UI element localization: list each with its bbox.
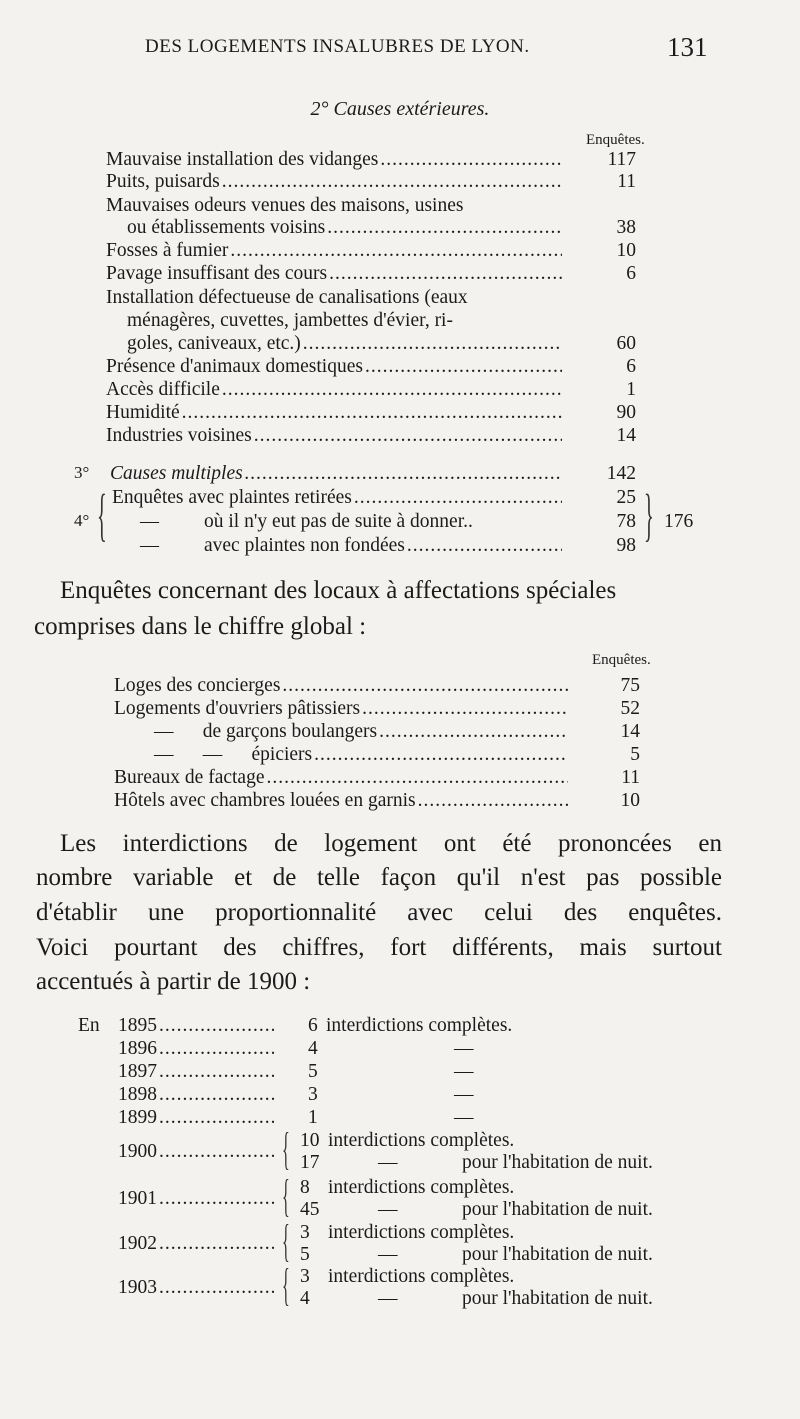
table-row bbox=[114, 767, 568, 790]
row-label: Installation défectueuse de canalisations (eaux bbox=[106, 287, 468, 308]
year-text: interdictions complètes. bbox=[328, 1177, 515, 1198]
ditto-dash: — bbox=[140, 535, 159, 556]
table-row bbox=[106, 149, 562, 172]
section3-number: 3° bbox=[74, 463, 90, 482]
row-label: Accès difficile bbox=[106, 379, 220, 400]
special-heading: Enquêtes concernant des locaux à affectations spéciales bbox=[60, 577, 617, 604]
year-row bbox=[118, 1038, 274, 1061]
row-value: 6 bbox=[626, 356, 636, 377]
row-label: — — épiciers bbox=[154, 744, 313, 765]
year-count: 4 bbox=[308, 1038, 318, 1059]
year-label: 1903 bbox=[118, 1277, 157, 1298]
year-label: 1901 bbox=[118, 1188, 157, 1209]
ditto-dash: — bbox=[140, 511, 159, 532]
row-label: ménagères, cuvettes, jambettes d'évier, ri- bbox=[127, 310, 453, 331]
year-label: 1895 bbox=[118, 1015, 157, 1036]
row-value: 10 bbox=[620, 790, 640, 811]
row-label: Industries voisines bbox=[106, 425, 252, 446]
table-row bbox=[114, 698, 568, 721]
year-row bbox=[118, 1061, 274, 1084]
row-value: 52 bbox=[620, 698, 640, 719]
paragraph-line: Les interdictions de logement ont été prononcées en bbox=[60, 830, 722, 857]
row-label: — de garçons boulangers bbox=[154, 721, 378, 742]
ditto-dash: — bbox=[378, 1199, 398, 1220]
year-text: pour l'habitation de nuit. bbox=[462, 1152, 653, 1173]
year-count: 45 bbox=[300, 1199, 320, 1220]
year-count: 3 bbox=[308, 1084, 318, 1105]
row-label: ou établissements voisins bbox=[127, 217, 326, 238]
table-row bbox=[127, 333, 562, 356]
row-label: Puits, puisards bbox=[106, 171, 220, 192]
paragraph-line: Voici pourtant des chiffres, fort différents, mais surtout bbox=[36, 934, 722, 961]
row-label: Logements d'ouvriers pâtissiers bbox=[114, 698, 361, 719]
year-text: — bbox=[454, 1061, 474, 1082]
year-label: 1902 bbox=[118, 1233, 157, 1254]
paragraph-line: d'établir une proportionnalité avec celui des enquêtes. bbox=[36, 899, 722, 926]
row-value: 142 bbox=[606, 463, 636, 484]
row-label: Loges des concierges bbox=[114, 675, 281, 696]
row-label: Bureaux de factage bbox=[114, 767, 265, 788]
year-text: — bbox=[454, 1038, 474, 1059]
section4-number: 4° bbox=[74, 511, 90, 530]
row-label: Enquêtes avec plaintes retirées bbox=[112, 487, 352, 508]
year-count: 3 bbox=[300, 1222, 310, 1243]
row-label: où il n'y eut pas de suite à donner.. bbox=[204, 511, 473, 532]
table-row bbox=[114, 675, 568, 698]
special-heading: comprises dans le chiffre global : bbox=[34, 613, 367, 640]
row-value: 11 bbox=[617, 171, 636, 192]
year-count: 10 bbox=[300, 1130, 320, 1151]
table-row bbox=[106, 240, 562, 263]
left-brace: { bbox=[97, 482, 107, 547]
year-text: pour l'habitation de nuit. bbox=[462, 1199, 653, 1220]
row-label: Humidité bbox=[106, 402, 180, 423]
row-value: 14 bbox=[620, 721, 640, 742]
year-label: 1898 bbox=[118, 1084, 157, 1105]
row-value: 1 bbox=[626, 379, 636, 400]
row-label: avec plaintes non fondées bbox=[204, 535, 405, 556]
column-header: Enquêtes. bbox=[586, 132, 645, 148]
year-text: interdictions complètes. bbox=[328, 1266, 515, 1287]
year-brace: { bbox=[282, 1170, 290, 1221]
row-value: 10 bbox=[616, 240, 636, 261]
paragraph-line: nombre variable et de telle façon qu'il n'est pas possible bbox=[36, 864, 722, 891]
year-count: 1 bbox=[308, 1107, 318, 1128]
table-row bbox=[106, 287, 562, 310]
row-value: 90 bbox=[616, 402, 636, 423]
year-count: 17 bbox=[300, 1152, 320, 1173]
year-brace: { bbox=[282, 1123, 290, 1174]
year-count: 4 bbox=[300, 1288, 310, 1309]
year-label: 1899 bbox=[118, 1107, 157, 1128]
year-brace: { bbox=[282, 1259, 290, 1310]
table-row bbox=[154, 721, 568, 744]
row-label: Fosses à fumier bbox=[106, 240, 229, 261]
table-row bbox=[106, 379, 562, 402]
year-row bbox=[118, 1141, 274, 1164]
row-value: 117 bbox=[607, 149, 636, 170]
row-label: Présence d'animaux domestiques bbox=[106, 356, 363, 377]
section4-row bbox=[204, 511, 562, 534]
row-label: Hôtels avec chambres louées en garnis bbox=[114, 790, 416, 811]
year-count: 5 bbox=[300, 1244, 310, 1265]
row-value: 98 bbox=[616, 535, 636, 556]
year-row bbox=[118, 1107, 274, 1130]
table-row bbox=[106, 171, 562, 194]
row-value: 14 bbox=[616, 425, 636, 446]
table-row bbox=[154, 744, 568, 767]
year-label: 1896 bbox=[118, 1038, 157, 1059]
ditto-dash: — bbox=[378, 1152, 398, 1173]
row-value: 5 bbox=[630, 744, 640, 765]
year-text: pour l'habitation de nuit. bbox=[462, 1244, 653, 1265]
paragraph-line: accentués à partir de 1900 : bbox=[36, 968, 311, 995]
section4-row bbox=[204, 535, 562, 558]
table-row bbox=[106, 402, 562, 425]
year-label: 1900 bbox=[118, 1141, 157, 1162]
year-text: pour l'habitation de nuit. bbox=[462, 1288, 653, 1309]
table-row bbox=[106, 425, 562, 448]
row-value: 11 bbox=[621, 767, 640, 788]
page-number: 131 bbox=[667, 32, 708, 62]
year-brace: { bbox=[282, 1215, 290, 1266]
year-row bbox=[118, 1188, 274, 1211]
year-row bbox=[118, 1277, 274, 1300]
section-title: 2° Causes extérieures. bbox=[310, 98, 490, 120]
year-count: 6 bbox=[308, 1015, 318, 1036]
table-row bbox=[106, 263, 562, 286]
year-row bbox=[118, 1233, 274, 1256]
year-text: interdictions complètes. bbox=[328, 1130, 515, 1151]
table-row bbox=[127, 217, 562, 240]
section4-total: 176 bbox=[664, 511, 694, 532]
year-text: — bbox=[454, 1084, 474, 1105]
year-label: 1897 bbox=[118, 1061, 157, 1082]
row-label: Mauvaise installation des vidanges bbox=[106, 149, 379, 170]
year-count: 3 bbox=[300, 1266, 310, 1287]
year-count: 8 bbox=[300, 1177, 310, 1198]
table-row bbox=[106, 356, 562, 379]
table-row bbox=[127, 310, 562, 333]
section4-row bbox=[112, 487, 562, 510]
row-value: 60 bbox=[616, 333, 636, 354]
right-brace: } bbox=[644, 482, 654, 547]
row-label: Causes multiples bbox=[110, 463, 243, 484]
year-row bbox=[118, 1015, 274, 1038]
years-prefix: En bbox=[78, 1015, 100, 1036]
row-value: 78 bbox=[616, 511, 636, 532]
year-count: 5 bbox=[308, 1061, 318, 1082]
table-row bbox=[114, 790, 568, 813]
year-row bbox=[118, 1084, 274, 1107]
column-header: Enquêtes. bbox=[592, 652, 651, 668]
section3-row bbox=[110, 463, 562, 486]
running-header: DES LOGEMENTS INSALUBRES DE LYON. bbox=[145, 36, 530, 57]
row-label: Pavage insuffisant des cours bbox=[106, 263, 328, 284]
ditto-dash: — bbox=[378, 1288, 398, 1309]
row-value: 38 bbox=[616, 217, 636, 238]
table-row bbox=[106, 195, 562, 218]
year-text: interdictions complètes. bbox=[326, 1015, 513, 1036]
year-text: interdictions complètes. bbox=[328, 1222, 515, 1243]
row-label: goles, caniveaux, etc.) bbox=[127, 333, 301, 354]
ditto-dash: — bbox=[378, 1244, 398, 1265]
row-value: 75 bbox=[620, 675, 640, 696]
row-label: Mauvaises odeurs venues des maisons, usines bbox=[106, 195, 464, 216]
row-value: 25 bbox=[616, 487, 636, 508]
row-value: 6 bbox=[626, 263, 636, 284]
year-text: — bbox=[454, 1107, 474, 1128]
